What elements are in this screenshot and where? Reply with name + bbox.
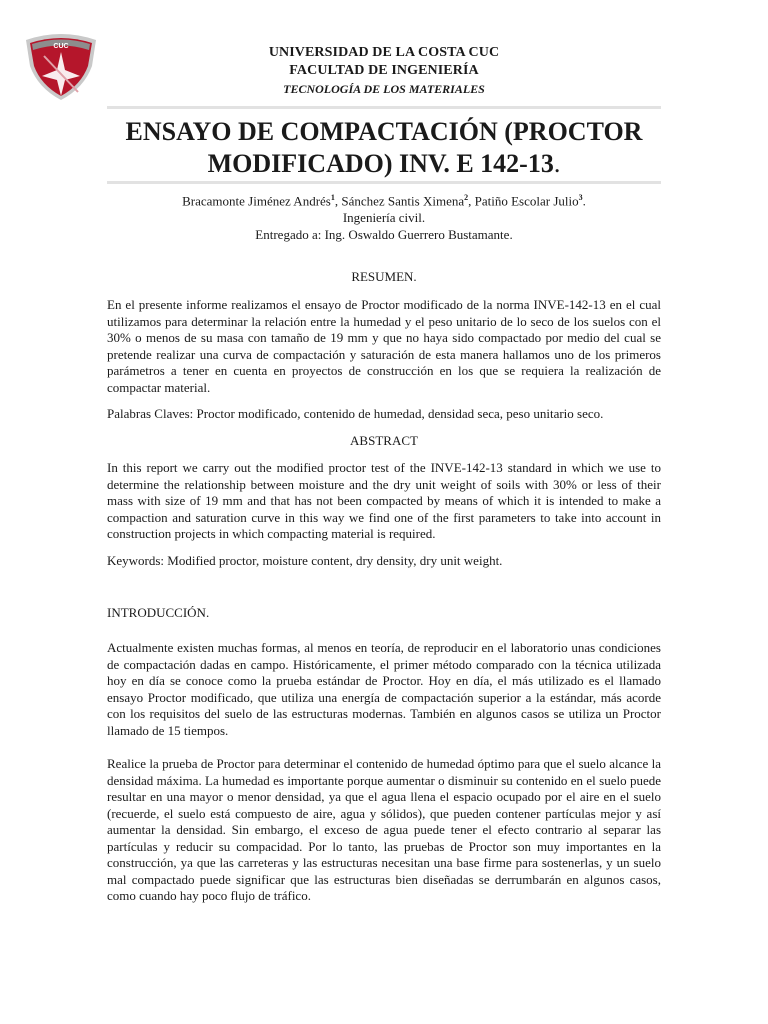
program-name: Ingeniería civil. xyxy=(342,210,426,226)
introduccion-section xyxy=(107,640,661,739)
author-list xyxy=(107,189,661,209)
course-name: TECNOLOGÍA DE LOS MATERIALES xyxy=(283,82,485,96)
author-1-affiliation: 1 xyxy=(330,193,335,202)
author-3-affiliation: 3 xyxy=(578,193,583,202)
author-separator: , xyxy=(468,193,475,209)
author-list-end: . xyxy=(582,193,586,209)
resumen-text: En el presente informe realizamos el ensayo de Proctor modificado de la norma INVE-142-13 en el cual utilizamos para determinar la relación entre la humedad y el peso unitario de lo seco de los suelos con el 30% o menos de su masa con tamaño de 19 mm y que no haya sido compactado por medio del cual se pretende realizar una curva de compactación y saturación de esta manera hallamos uno de los primeros parámetros a tener en cuenta en proyectos de construcción en los que se requiera la realización de compactar material. xyxy=(107,297,661,395)
introduccion-heading: INTRODUCCIÓN. xyxy=(107,605,210,620)
delivered-to: Entregado a: Ing. Oswaldo Guerrero Bustamante. xyxy=(255,227,513,243)
author-2-affiliation: 2 xyxy=(464,193,469,202)
resumen-section xyxy=(107,297,661,396)
resumen-heading: RESUMEN. xyxy=(351,269,417,284)
faculty-name: FACULTAD DE INGENIERÍA xyxy=(289,63,479,78)
palabras-claves: Palabras Claves: Proctor modificado, contenido de humedad, densidad seca, peso unitario seco. xyxy=(107,406,604,421)
title-line-1: ENSAYO DE COMPACTACIÓN (PROCTOR xyxy=(125,117,643,146)
author-2: Sánchez Santis Ximena xyxy=(341,193,465,209)
top-divider xyxy=(107,106,661,109)
abstract-section xyxy=(107,460,661,543)
keywords: Keywords: Modified proctor, moisture content, dry density, dry unit weight. xyxy=(107,553,503,568)
title-line-2 xyxy=(107,148,661,180)
introduccion-paragraph-2: Realice la prueba de Proctor para determinar el contenido de humedad óptimo para que el suelo alcance la densidad máxima. La humedad es importante porque aumentar o disminuir su contenido en el suelo puede resultar en una mayor o menor densidad, ya que el agua llena el espacio ocupado por el aire en el suelo (recuerde, el suelo está compuesto de aire, agua y sólidos), que pueden contener partículas mejor y así aumentar la densidad. Sin embargo, el exceso de agua puede tener el efecto contrario al separar las partículas y reducir su compacidad. Por lo tanto, las pruebas de Proctor son muy importantes en la construcción, ya que las carreteras y las estructuras necesitan una base firme para sostenerlas, y un suelo mal compactado puede significar que las estructuras bien diseñadas se derrumbarán en algunos casos, como cuando hay poco flujo de tráfico. xyxy=(107,756,661,903)
author-separator: , xyxy=(334,193,342,209)
abstract-text: In this report we carry out the modified proctor test of the INVE-142-13 standard in which we use to determine the relationship between moisture and the dry unit weight of soils with 30% or less of their mass with size of 19 mm and that has not been compacted by means of which it is intended to make a compaction and saturation curve in this way we find one of the first parameters to take into account in construction projects in which compacting material is required. xyxy=(107,460,661,541)
introduccion-section-2 xyxy=(107,756,661,905)
authors-block xyxy=(107,189,661,243)
document-header xyxy=(0,44,768,98)
abstract-heading: ABSTRACT xyxy=(350,433,418,448)
title-period: . xyxy=(553,149,561,178)
author-1: Bracamonte Jiménez Andrés xyxy=(182,193,331,209)
title-divider xyxy=(107,181,661,184)
university-name: UNIVERSIDAD DE LA COSTA CUC xyxy=(268,45,500,60)
page-title xyxy=(107,116,661,180)
introduccion-paragraph-1: Actualmente existen muchas formas, al menos en teoría, de reproducir en el laboratorio unas condiciones de compactación dadas en campo. Históricamente, el primer método comparado con la técnica utilizada hoy en día se conoce como la prueba estándar de Proctor. Hoy en día, el más utilizado es el llamado ensayo Proctor modificado, que utiliza una energía de compactación superior a la estándar, más acorde con los requisitos del suelo de las estructuras modernas. También en algunos casos se utiliza un Proctor llamado de 15 tiempos. xyxy=(107,640,661,738)
title-line-2-text: MODIFICADO) INV. E 142-13 xyxy=(207,149,554,178)
logo-text: CUC xyxy=(53,43,69,50)
author-3: Patiño Escolar Julio xyxy=(474,193,579,209)
